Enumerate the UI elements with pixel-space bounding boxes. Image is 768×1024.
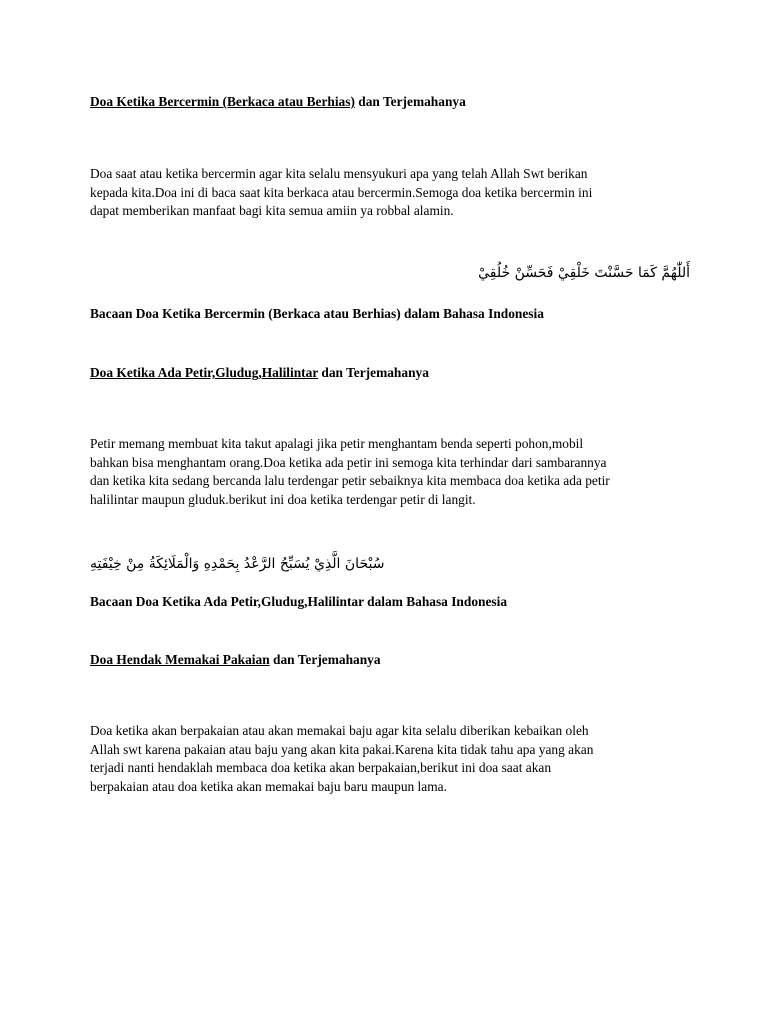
section-title-main: Doa Ketika Bercermin (Berkaca atau Berhias) (90, 94, 355, 109)
paragraph-line: berpakaian atau doa ketika akan memakai baju baru maupun lama. (90, 778, 447, 794)
paragraph-line: dapat memberikan manfaat bagi kita semua amiin ya robbal alamin. (90, 203, 454, 218)
section-title-suffix: dan Terjemahanya (354, 94, 466, 109)
section-title-main: Doa Hendak Memakai Pakaian (90, 652, 270, 667)
section-title-pakaian (90, 651, 690, 670)
paragraph-line: Doa ketika akan berpakaian atau akan memakai baju agar kita selalu diberikan kebaikan oleh (90, 723, 589, 738)
paragraph-line: Petir memang membuat kita takut apalagi jika petir menghantam benda seperti pohon,mobil (90, 436, 584, 451)
paragraph-line: kepada kita.Doa ini di baca saat kita berkaca atau bercermin.Semoga doa ketika bercermin ini (90, 184, 593, 200)
arabic-prayer-bercermin: أَللّٰهُمَّ كَمَا حَسَّنْتَ خَلْقِيْ فَحَسِّنْ خُلُقِيْ (478, 265, 690, 281)
section-title-main: Doa Ketika Ada Petir,Gludug,Halilintar (90, 365, 319, 380)
paragraph-bercermin (90, 165, 690, 221)
arabic-prayer-petir: سُبْحَانَ الَّذِيْ يُسَبِّحُ الرَّعْدُ بِحَمْدِهِ وَالْمَلَائِكَةُ مِنْ خِيْفَتِهِ (90, 556, 385, 572)
paragraph-line: dan ketika kita sedang bercanda lalu terdengar petir sebaiknya kita membaca doa ketika ada petir (90, 473, 610, 488)
subheading-bercermin: Bacaan Doa Ketika Bercermin (Berkaca atau Berhias) dalam Bahasa Indonesia (90, 306, 544, 321)
paragraph-line: halilintar maupun gluduk.berikut ini doa ketika terdengar petir di langit. (90, 491, 476, 507)
paragraph-line: Doa saat atau ketika bercermin agar kita selalu mensyukuri apa yang telah Allah Swt berikan (90, 166, 588, 181)
section-title-petir (90, 364, 690, 383)
paragraph-pakaian (90, 722, 690, 796)
paragraph-petir (90, 435, 690, 509)
section-title-suffix: dan Terjemahanya (269, 652, 381, 667)
paragraph-line: Allah swt karena pakaian atau baju yang akan kita pakai.Karena kita tidak tahu apa yang akan (90, 741, 594, 757)
paragraph-line: bahkan bisa menghantam orang.Doa ketika ada petir ini semoga kita terhindar dari sambarannya (90, 454, 607, 470)
section-title-suffix: dan Terjemahanya (318, 365, 429, 380)
paragraph-line: terjadi nanti hendaklah membaca doa ketika akan berpakaian,berikut ini doa saat akan (90, 760, 552, 775)
subheading-petir: Bacaan Doa Ketika Ada Petir,Gludug,Halilintar dalam Bahasa Indonesia (90, 594, 508, 609)
section-title-bercermin (90, 93, 690, 112)
